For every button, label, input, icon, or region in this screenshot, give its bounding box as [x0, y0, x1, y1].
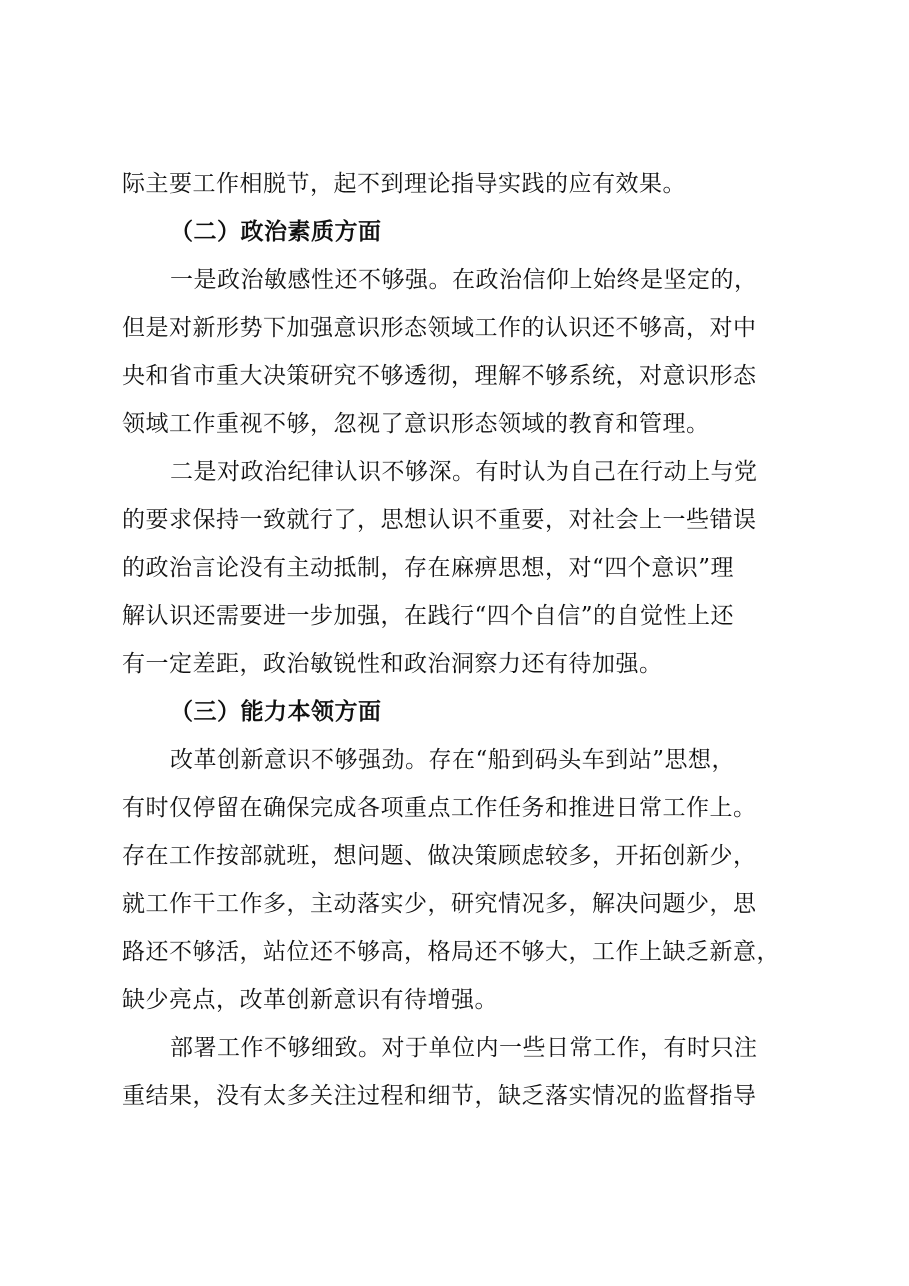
- text-line: 存在工作按部就班，想问题、做决策顾虑较多，开拓创新少，: [122, 843, 757, 869]
- text-line: 解认识还需要进一步加强，在践行“四个自信”的自觉性上还: [122, 603, 735, 629]
- section-heading: （三）能力本领方面: [170, 698, 382, 725]
- text-line: 央和省市重大决策研究不够透彻，理解不够系统，对意识形态: [122, 363, 757, 389]
- text-line: 但是对新形势下加强意识形态领域工作的认识还不够高，对中: [122, 315, 757, 341]
- text-line: 二是对政治纪律认识不够深。有时认为自己在行动上与党: [170, 459, 758, 485]
- section-heading: （二）政治素质方面: [170, 218, 382, 245]
- text-line: 有时仅停留在确保完成各项重点工作任务和推进日常工作上。: [122, 795, 757, 821]
- text-line: 路还不够活，站位还不够高，格局还不够大，工作上缺乏新意，: [122, 939, 780, 965]
- text-line: 领域工作重视不够，忽视了意识形态领域的教育和管理。: [122, 411, 710, 437]
- text-line: 就工作干工作多，主动落实少，研究情况多，解决问题少，思: [122, 891, 757, 917]
- text-line: 重结果，没有太多关注过程和细节，缺乏落实情况的监督指导: [122, 1083, 757, 1109]
- text-line: 改革创新意识不够强劲。存在“船到码头车到站”思想，: [170, 747, 736, 773]
- text-line: 的政治言论没有主动抵制，存在麻痹思想，对“四个意识”理: [122, 555, 735, 581]
- text-line: 一是政治敏感性还不够强。在政治信仰上始终是坚定的，: [170, 267, 758, 293]
- text-line: 际主要工作相脱节，起不到理论指导实践的应有效果。: [122, 171, 686, 197]
- text-line: 部署工作不够细致。对于单位内一些日常工作，有时只注: [170, 1035, 758, 1061]
- text-line: 有一定差距，政治敏锐性和政治洞察力还有待加强。: [122, 651, 663, 677]
- text-line: 缺少亮点，改革创新意识有待增强。: [122, 987, 498, 1013]
- text-line: 的要求保持一致就行了，思想认识不重要，对社会上一些错误: [122, 507, 757, 533]
